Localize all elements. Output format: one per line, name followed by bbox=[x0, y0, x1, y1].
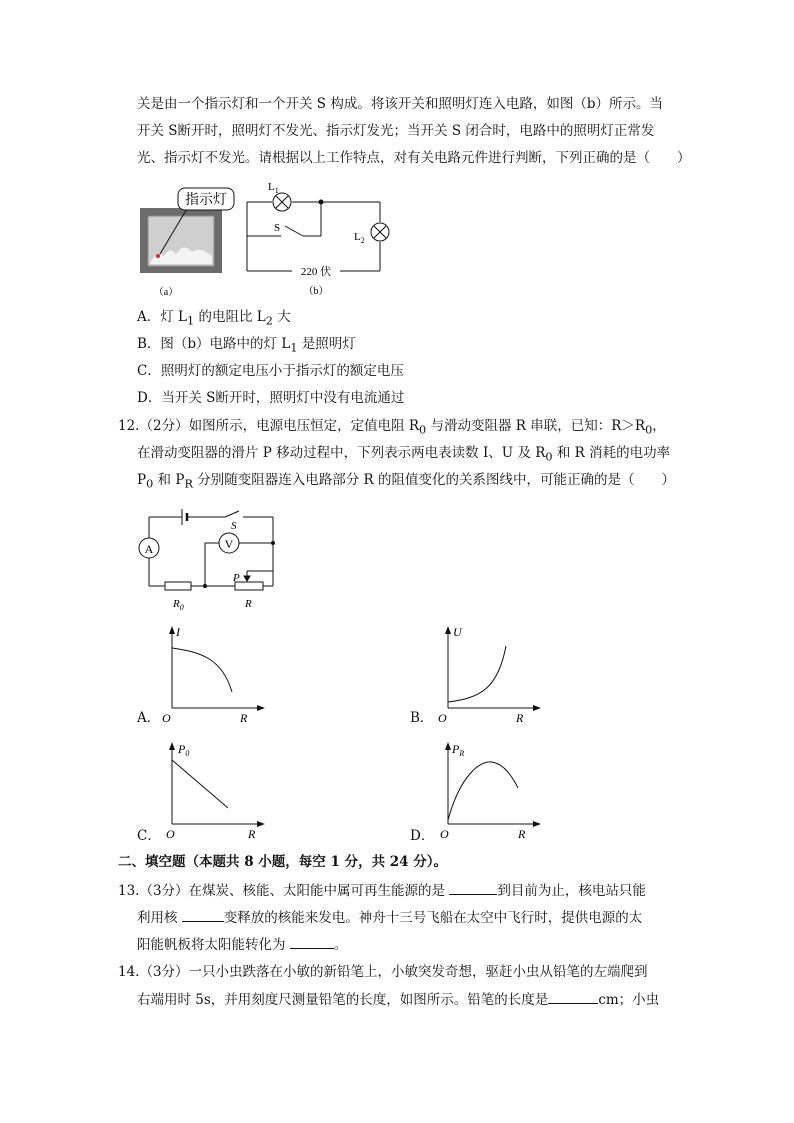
svg-text:O: O bbox=[438, 711, 447, 725]
bubble-label: 指示灯 bbox=[185, 193, 227, 208]
L1-label: $L_1$ bbox=[268, 181, 279, 195]
q11-option-a: A．灯 $L_1$ 的电阻比 $L_2$ 大 bbox=[137, 309, 291, 328]
q12-line-2: 在滑动变阻器的滑片 P 移动过程中，下列表示两电表读数 I、U 及 $R_0$ 和 R 消耗的电功率 bbox=[137, 445, 671, 464]
q13-line-2: 利用核 变释放的核能来发电。神舟十三号飞船在太空中飞行时，提供电源的太 bbox=[137, 907, 642, 928]
svg-text:R: R bbox=[518, 827, 526, 841]
fig-b-caption: （b） bbox=[303, 286, 329, 297]
graph-d-curve bbox=[448, 762, 518, 820]
slider-label: P bbox=[233, 572, 240, 584]
q14-line-2: 右端用时 5s，并用刻度尺测量铅笔的长度，如图所示。铅笔的长度是 cm；小虫 bbox=[137, 989, 659, 1010]
svg-text:PR: $P_R$ bbox=[452, 742, 465, 758]
graph-a-curve bbox=[172, 648, 232, 692]
graph-b-curve bbox=[448, 646, 506, 702]
indicator-light-dot bbox=[156, 254, 160, 258]
voltage-label: 220 伏 bbox=[300, 266, 332, 278]
svg-text:O: O bbox=[440, 827, 449, 841]
q11-option-c: C．照明灯的额定电压小于指示灯的额定电压 bbox=[137, 363, 404, 379]
q14-blank-1[interactable] bbox=[548, 989, 598, 1004]
q11-option-d: D．当开关 S断开时，照明灯中没有电流通过 bbox=[137, 390, 405, 406]
figure-a bbox=[136, 180, 246, 300]
q12-circuit bbox=[135, 503, 285, 615]
q13-line-3: 阳能帆板将太阳能转化为 。 bbox=[137, 934, 347, 955]
graph-b-letter: B． bbox=[410, 710, 434, 726]
q11-line-2: 开关 S断开时，照明灯不发光、指示灯发光；当开关 S 闭合时，电路中的照明灯正常发 bbox=[137, 123, 655, 139]
graph-b bbox=[436, 620, 546, 726]
switch-label: S bbox=[231, 520, 237, 532]
q11-option-b: B．图（b）电路中的灯 $L_1$ 是照明灯 bbox=[137, 336, 356, 355]
S-label: S bbox=[274, 222, 281, 234]
svg-text:R: R bbox=[248, 827, 256, 841]
q13-blank-2[interactable] bbox=[182, 907, 224, 922]
q13-blank-1[interactable] bbox=[449, 880, 497, 895]
svg-text:O: O bbox=[166, 827, 175, 841]
q13-blank-3[interactable] bbox=[290, 934, 334, 949]
graph-c-letter: C． bbox=[137, 828, 161, 844]
graph-a bbox=[160, 620, 270, 726]
fig-a-caption: （a） bbox=[153, 287, 179, 298]
graph-d-letter: D． bbox=[410, 828, 435, 844]
section-2-title: 二、填空题（本题共 8 小题，每空 1 分，共 24 分）。 bbox=[118, 854, 448, 870]
svg-text:R: R bbox=[516, 711, 524, 725]
q12-line-1: 12.（2分）如图所示，电源电压恒定，定值电阻 $R_0$ 与滑动变阻器 R 串联，已知：$R>R_0$， bbox=[118, 418, 666, 437]
graph-c-line bbox=[172, 760, 228, 808]
ammeter-label: A bbox=[144, 542, 154, 556]
svg-text:R: R bbox=[240, 711, 248, 725]
q12-line-3: $P_0$ 和 $P_R$ 分别随变阻器连入电路部分 R 的阻值变化的关系图线中，可能正确的是（ ） bbox=[137, 472, 675, 491]
figure-b-circuit bbox=[240, 178, 400, 303]
graph-c bbox=[160, 736, 270, 842]
q13-line-1: 13.（3分）在煤炭、核能、太阳能中属可再生能源的是 到目前为止，核电站只能 bbox=[118, 880, 646, 901]
svg-text:I: I bbox=[176, 625, 180, 639]
q11-line-3: 光、指示灯不发光。请根据以上工作特点，对有关电路元件进行判断，下列正确的是（ ） bbox=[137, 150, 691, 166]
L2-label: $L_2$ bbox=[354, 231, 365, 245]
r0-label: $R_0$ bbox=[173, 598, 184, 612]
voltmeter-label: V bbox=[224, 537, 234, 551]
svg-text:U: U bbox=[453, 625, 462, 639]
r-label: R bbox=[245, 598, 252, 610]
q11-line-1: 关是由一个指示灯和一个开关 S 构成。将该开关和照明灯连入电路，如图（b）所示。当 bbox=[137, 96, 663, 112]
svg-text:P0: $P_0$ bbox=[178, 742, 190, 758]
q14-line-1: 14.（3分）一只小虫跌落在小敏的新铅笔上，小敏突发奇想，驱赶小虫从铅笔的左端爬到 bbox=[118, 964, 648, 980]
graph-a-letter: A． bbox=[137, 710, 161, 726]
graph-d bbox=[436, 736, 546, 842]
svg-text:O: O bbox=[162, 711, 171, 725]
